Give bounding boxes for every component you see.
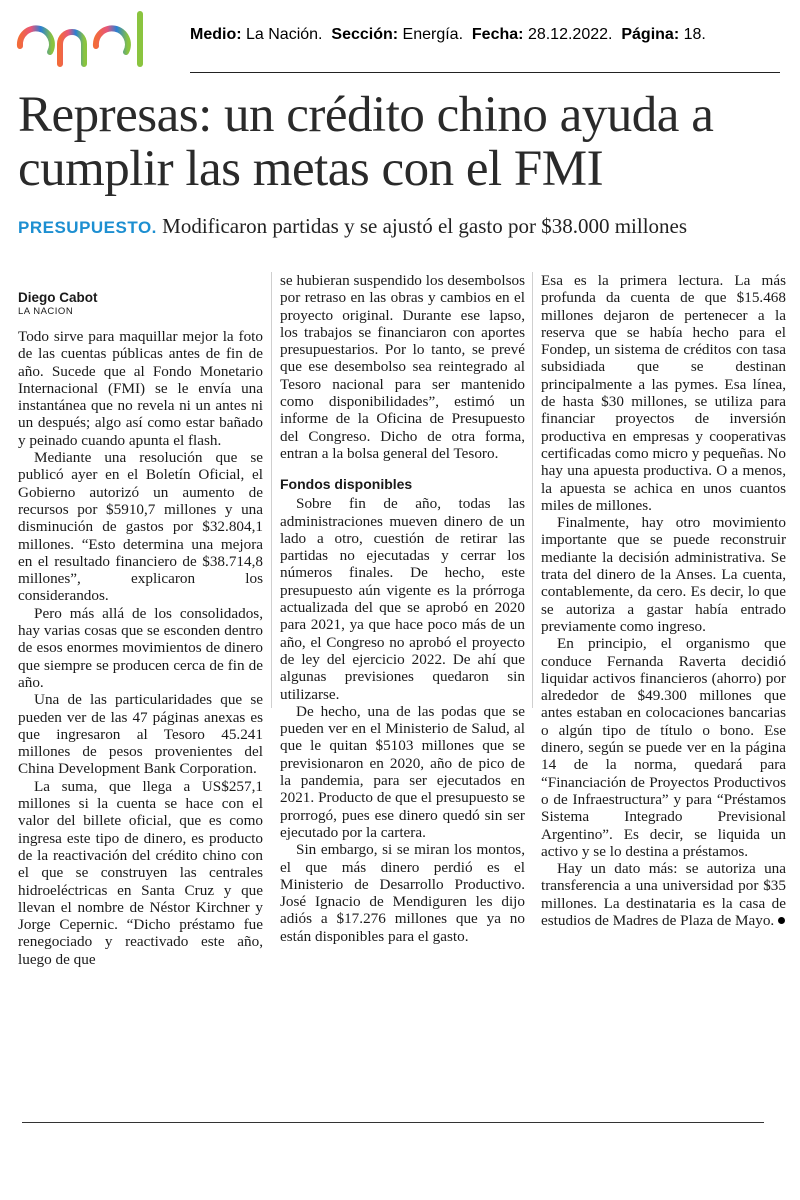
paragraph: Una de las particularidades que se pueden ver de las 47 páginas anexas es que ingresaron al Tesoro 45.241 millones de pesos provenientes del China Development Bank Corporation. (18, 691, 263, 778)
paragraph: Finalmente, hay otro movimiento importante que se puede reconstruir mediante la decisión administrativa. Se trata del dinero de la Anses. La cuenta, contablemente, da cero. Es decir, lo que se autoriza a gastar había entrado previamente como ingreso. (541, 514, 786, 635)
article-deck (18, 214, 788, 239)
fecha-label: Fecha: (471, 26, 524, 43)
paragraph: La suma, que llega a US$257,1 millones si la cuenta se hace con el valor del billete oficial, que es como ingresa este tipo de dinero, es producto de la reactivación del crédito chino con el que se construyen las centrales hidroeléctricas en Santa Cruz y que llevan el nombre de Néstor Kirchner y Jorge Cepernic. “Dicho préstamo fue renegociado y reactivado este año, luego de que (18, 777, 263, 968)
paragraph: Sobre fin de año, todas las administraciones mueven dinero de un lado a otro, cuestión de retirar las partidas no ejecutadas y cerrar los números finales. De hecho, este presupuesto aún vigente es la prórroga actualizada del que se aprobó en 2020 para 2021, ya que hace poco más de un año, el Congreso no aprobó el proyecto de ley del ejercicio 2022. De ahí que algunas previsiones quedaron sin utilizarse. (280, 495, 525, 703)
section-subhead: Fondos disponibles (280, 476, 413, 493)
publication-meta (190, 26, 794, 44)
author-name: Diego Cabot (18, 290, 98, 305)
paragraph: se hubieran suspendido los desembolsos por retraso en las obras y cambios en el proyecto original. Durante ese lapso, los trabajos se financiaron con aportes presupuestarios. Por lo tanto, se prevé que ese desembolso sea reintegrado al Tesoro nacional para ser mantenido como disponibilidades”, estimó un informe de la Oficina de Presupuesto del Congreso. Dicho de otra forma, entran a la bolsa general del Tesoro. (280, 272, 525, 462)
author-affiliation: LA NACION (18, 306, 74, 317)
seccion-value: Energía. (402, 26, 464, 43)
paragraph-last (541, 860, 786, 929)
paragraph: Esa es la primera lectura. La más profunda da cuenta de que $15.468 millones dejaron de pertenecer a la reserva que se había hecho para el Fondep, un sistema de créditos con tasa subsidiada que se destinan principalmente a las pymes. Esa línea, de hasta $30 millones, se utiliza para financiar proyectos de inversión productiva en empresas y cooperativas certificadas como micro y pequeñas. No hay una apuesta productiva. O a menos, la apuesta se achica en unos cuantos miles de millones. (541, 272, 786, 514)
fecha-value: 28.12.2022. (527, 26, 613, 43)
seccion-label: Sección: (331, 26, 399, 43)
paragraph: Sin embargo, si se miran los montos, el que más dinero perdió es el Ministerio de Desarrollo Productivo. José Ignacio de Mendiguren les dijo adiós a $17.276 millones que ya no están disponibles para el gasto. (280, 841, 525, 945)
pagina-label: Página: (621, 26, 680, 43)
section-kicker: PRESUPUESTO. (18, 218, 157, 237)
paragraph: Todo sirve para maquillar mejor la foto de las cuentas públicas antes de fin de año. Sucede que al Fondo Monetario Internacional (FMI) se le envía una instantánea que no revela ni un antes ni un después; algo así como estar bañado y peinado cuando apunta el flash. (18, 328, 263, 449)
pagina-value: 18. (683, 26, 706, 43)
footer-divider (22, 1122, 764, 1123)
medio-value: La Nación. (246, 26, 323, 43)
article-column-1 (18, 272, 263, 968)
column-divider (271, 272, 272, 708)
article-subheadline: Modificaron partidas y se ajustó el gasto por $38.000 millones (162, 214, 688, 238)
column-divider (532, 272, 533, 708)
article-headline: Represas: un crédito chino ayuda a cumplir las metas con el FMI (18, 87, 714, 197)
paragraph: Pero más allá de los consolidados, hay varias cosas que se esconden dentro de esos enormes movimientos de dinero que siempre se producen cerca de fin de año. (18, 604, 263, 691)
end-of-article-icon (778, 917, 785, 924)
article-column-3 (541, 272, 786, 929)
medio-label: Medio: (190, 26, 242, 43)
header-divider (190, 72, 780, 73)
enel-logo-mark (14, 6, 174, 68)
enel-logo (14, 6, 174, 68)
paragraph: De hecho, una de las podas que se pueden ver en el Ministerio de Salud, al que le quitan $5103 millones que se previsionaron en 2020, año de pico de la pandemia, para ser ejecutados en 2021. Producto de que el presupuesto se prorrogó, pues ese dinero quedó sin ser ejecutado por la cartera. (280, 702, 525, 841)
paragraph-text: Hay un dato más: se autoriza una transferencia a una universidad por $35 millones. La destinataria es la casa de estudios de Madres de Plaza de Mayo. (541, 860, 786, 929)
article-column-2 (280, 272, 525, 945)
paragraph: Mediante una resolución que se publicó ayer en el Boletín Oficial, el Gobierno autorizó un aumento de recursos por $5910,7 millones y una disminución de gastos por $32.804,1 millones. “Esto determina una mejora en el resultado financiero de $38.714,8 millones”, explicaron los considerandos. (18, 449, 263, 605)
paragraph: En principio, el organismo que conduce Fernanda Raverta decidió liquidar activos financieros (ahorro) por alrededor de $49.300 millones que antes estaban en colocaciones bancarias o algún tipo de título o bono. Ese dinero, según se puede ver en la página 14 de la norma, quedará para “Financiación de Proyectos Productivos o de Infraestructura” y para “Préstamos Sistema Integrado Previsional Argentino”. Es decir, se liquida un activo y se lo destina a préstamos. (541, 635, 786, 860)
